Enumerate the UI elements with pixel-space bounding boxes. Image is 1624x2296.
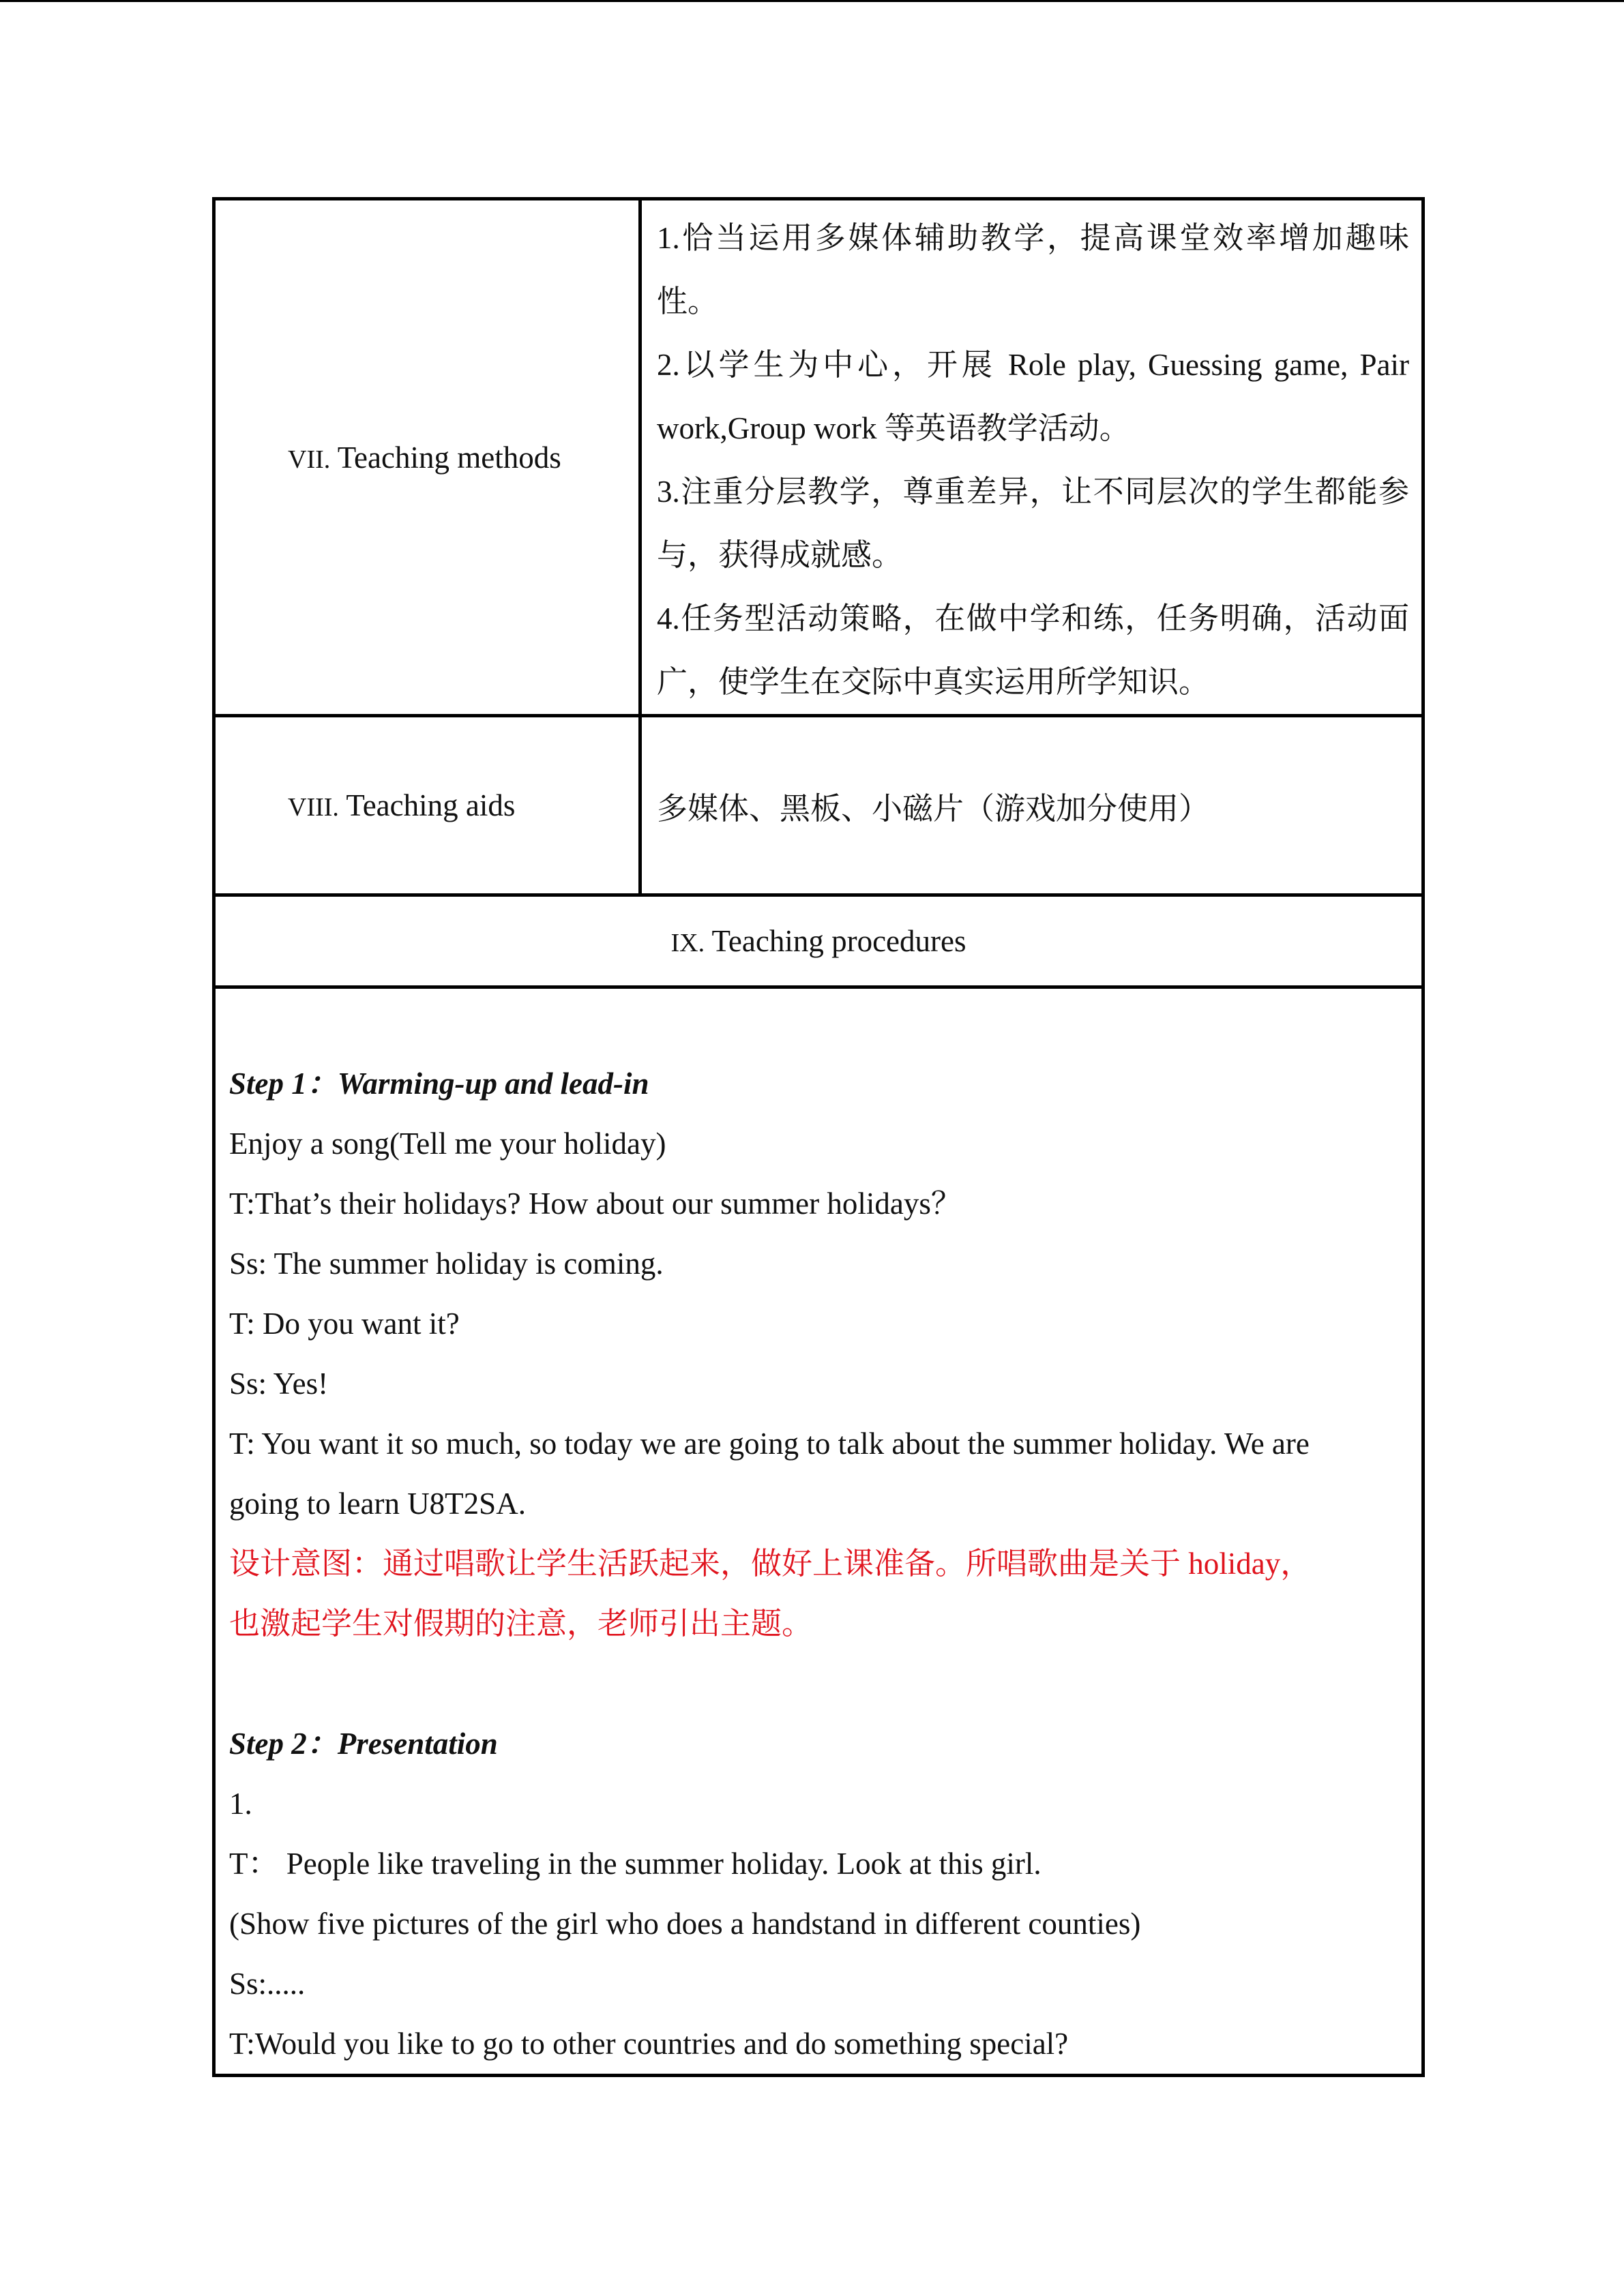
step2-line: T： People like traveling in the summer holiday. Look at this girl. (229, 1847, 1042, 1881)
teaching-methods-label: VII. Teaching methods (214, 199, 640, 716)
step1-line: Ss: Yes! (229, 1367, 329, 1401)
teaching-aids-row (214, 716, 1423, 895)
method-item-2: 2.以学生为中心，开展 Role play, Guessing game, Pair work,Group work 等英语教学活动。 (657, 347, 1409, 445)
teaching-methods-content (640, 199, 1423, 716)
step1-title: Step 1：Warming-up and lead-in (229, 1067, 649, 1101)
teaching-aids-value: 多媒体、黑板、小磁片（游戏加分使用） (640, 716, 1423, 895)
teaching-procedures-heading: IX. Teaching procedures (214, 895, 1423, 987)
step1-line: Enjoy a song(Tell me your holiday) (229, 1127, 666, 1161)
top-rule (0, 0, 1624, 2)
teaching-procedures-header-row (214, 895, 1423, 987)
step1-line: T:That’s their holidays? How about our summer holidays？ (229, 1187, 962, 1221)
spacer (229, 1654, 1408, 1714)
step1-line: going to learn U8T2SA. (229, 1487, 526, 1521)
teaching-aids-label: VIII. Teaching aids (214, 716, 640, 895)
teaching-methods-row (214, 199, 1423, 716)
step2-line: (Show five pictures of the girl who does a handstand in different counties) (229, 1907, 1141, 1941)
step2-line: Ss:..... (229, 1967, 306, 2001)
method-item-1: 1.恰当运用多媒体辅助教学，提高课堂效率增加趣味性。 (657, 220, 1409, 318)
method-item-4: 4.任务型活动策略，在做中学和练，任务明确，活动面广，使学生在交际中真实运用所学知识。 (657, 601, 1409, 699)
step1-line: Ss: The summer holiday is coming. (229, 1247, 664, 1281)
step2-title: Step 2：Presentation (229, 1727, 498, 1761)
procedure-body-row (214, 987, 1423, 2076)
lesson-plan-table (212, 197, 1425, 2077)
step2-line: 1. (229, 1787, 252, 1821)
step1-design-intent: 也激起学生对假期的注意，老师引出主题。 (229, 1607, 813, 1641)
procedure-content (214, 987, 1423, 2076)
method-item-3: 3.注重分层教学，尊重差异，让不同层次的学生都能参与，获得成就感。 (657, 474, 1409, 572)
step1-line: T: You want it so much, so today we are going to talk about the summer holiday. We are (229, 1427, 1310, 1461)
step2-line: T:Would you like to go to other countries and do something special? (229, 2027, 1069, 2061)
step1-design-intent: 设计意图：通过唱歌让学生活跃起来，做好上课准备。所唱歌曲是关于 holiday， (229, 1547, 1312, 1581)
step1-line: T: Do you want it? (229, 1307, 460, 1341)
